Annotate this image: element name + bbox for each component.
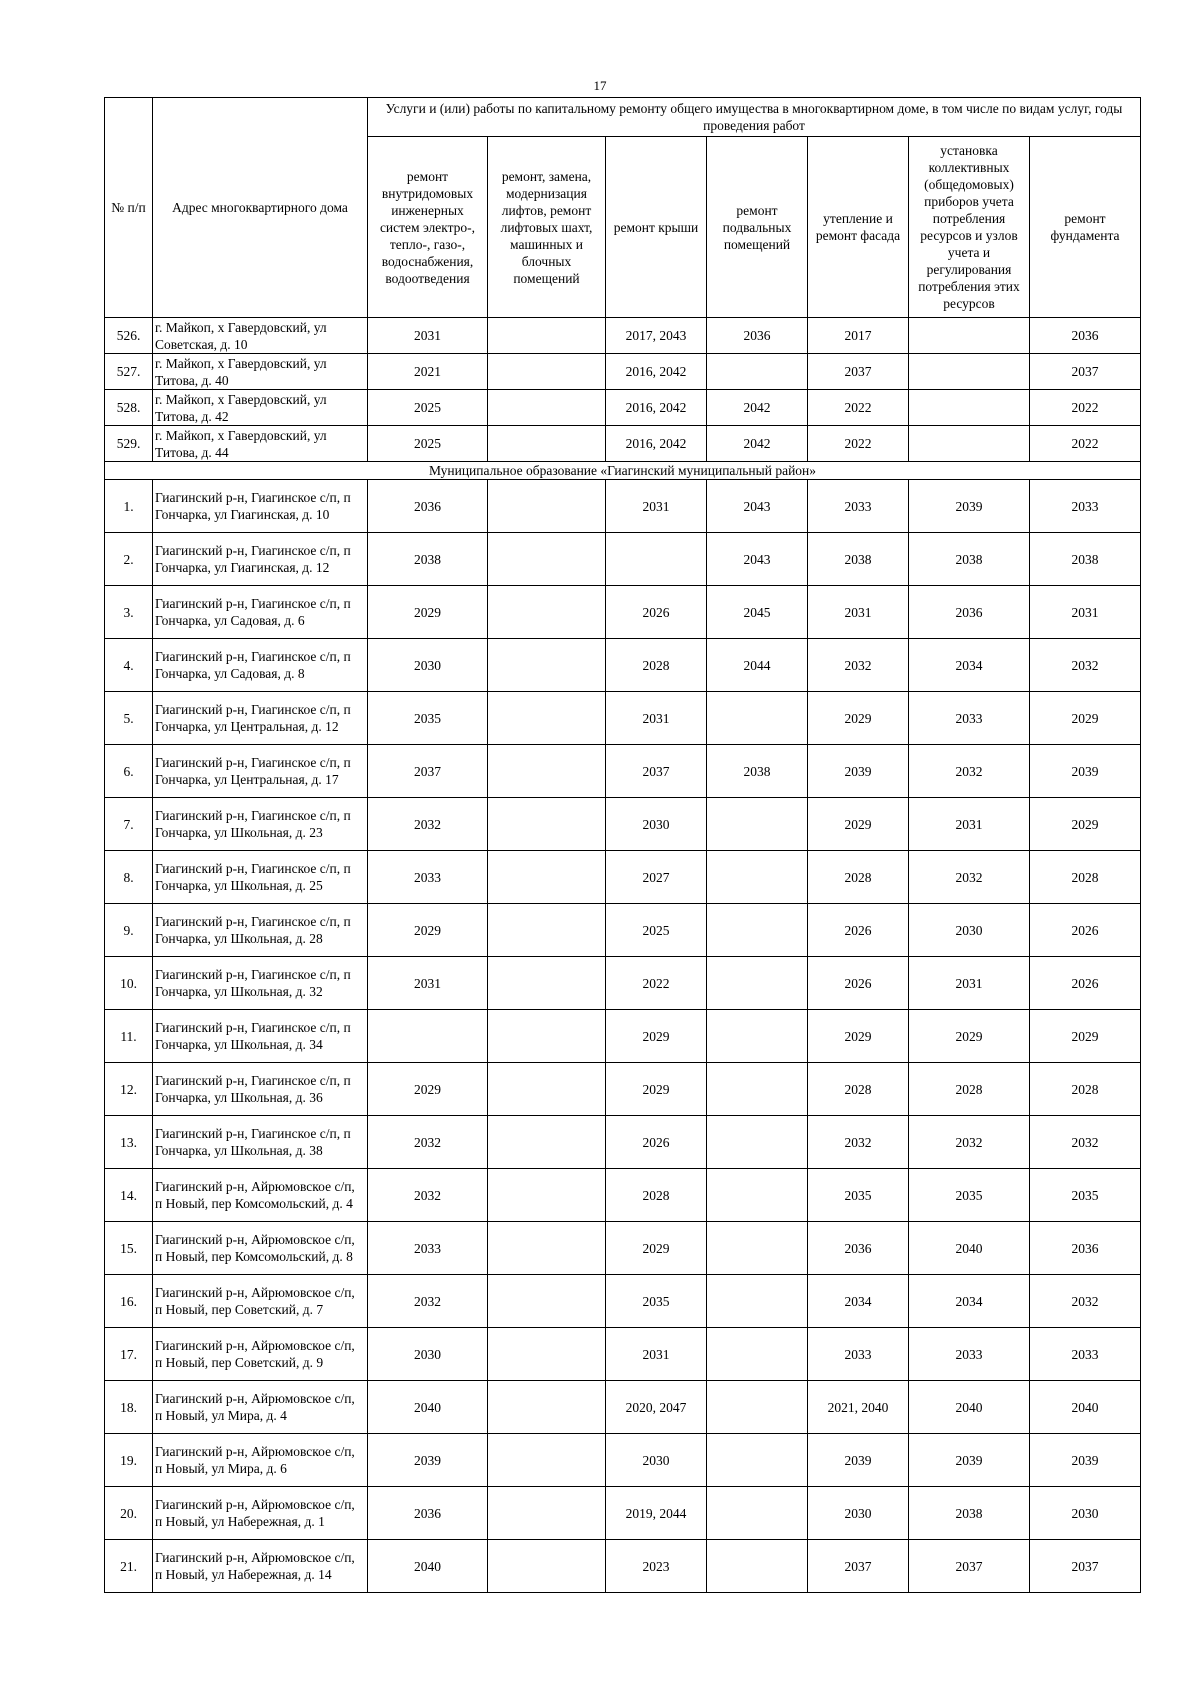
- row-year-cell: [909, 390, 1030, 426]
- row-year-cell: 2033: [808, 1328, 909, 1381]
- row-year-cell: 2037: [368, 745, 488, 798]
- row-year-cell: 2028: [606, 1169, 707, 1222]
- row-year-cell: 2043: [707, 533, 808, 586]
- row-year-cell: [606, 533, 707, 586]
- row-year-cell: [488, 1222, 606, 1275]
- row-year-cell: 2023: [606, 1540, 707, 1593]
- row-number: 17.: [105, 1328, 153, 1381]
- header-foundation: ремонт фундамента: [1030, 137, 1141, 318]
- row-year-cell: 2030: [909, 904, 1030, 957]
- row-year-cell: 2022: [808, 390, 909, 426]
- header-basement: ремонт подвальных помещений: [707, 137, 808, 318]
- table-row: [105, 957, 1141, 1010]
- table-header: [105, 98, 1141, 318]
- row-year-cell: [488, 1116, 606, 1169]
- row-year-cell: [488, 533, 606, 586]
- row-year-cell: 2035: [606, 1275, 707, 1328]
- row-year-cell: 2036: [1030, 318, 1141, 354]
- row-year-cell: 2030: [368, 639, 488, 692]
- row-year-cell: 2035: [909, 1169, 1030, 1222]
- header-address: Адрес многоквартирного дома: [153, 98, 368, 318]
- row-year-cell: [488, 354, 606, 390]
- row-year-cell: 2030: [368, 1328, 488, 1381]
- row-year-cell: [707, 1540, 808, 1593]
- row-year-cell: [488, 1169, 606, 1222]
- row-year-cell: 2030: [808, 1487, 909, 1540]
- row-year-cell: 2036: [707, 318, 808, 354]
- row-year-cell: [488, 1275, 606, 1328]
- row-number: 6.: [105, 745, 153, 798]
- row-year-cell: [488, 1434, 606, 1487]
- row-year-cell: 2038: [368, 533, 488, 586]
- row-year-cell: 2030: [606, 798, 707, 851]
- row-year-cell: 2040: [909, 1222, 1030, 1275]
- row-year-cell: 2031: [368, 957, 488, 1010]
- row-address: Гиагинский р-н, Гиагинское с/п, п Гончарка, ул Школьная, д. 34: [153, 1010, 368, 1063]
- row-year-cell: [488, 426, 606, 462]
- row-year-cell: [488, 1487, 606, 1540]
- row-number: 18.: [105, 1381, 153, 1434]
- row-address: Гиагинский р-н, Айрюмовское с/п, п Новый, ул Мира, д. 6: [153, 1434, 368, 1487]
- row-year-cell: [488, 957, 606, 1010]
- row-year-cell: 2038: [909, 1487, 1030, 1540]
- row-year-cell: 2036: [368, 1487, 488, 1540]
- row-year-cell: 2035: [808, 1169, 909, 1222]
- row-year-cell: 2030: [1030, 1487, 1141, 1540]
- row-year-cell: [909, 354, 1030, 390]
- row-year-cell: 2029: [606, 1063, 707, 1116]
- row-year-cell: 2031: [909, 957, 1030, 1010]
- row-year-cell: [707, 1487, 808, 1540]
- row-year-cell: 2016, 2042: [606, 354, 707, 390]
- row-address: Гиагинский р-н, Гиагинское с/п, п Гончарка, ул Школьная, д. 25: [153, 851, 368, 904]
- row-year-cell: 2033: [808, 480, 909, 533]
- row-number: 20.: [105, 1487, 153, 1540]
- row-year-cell: [488, 692, 606, 745]
- row-number: 21.: [105, 1540, 153, 1593]
- row-year-cell: 2038: [808, 533, 909, 586]
- table-row: [105, 1328, 1141, 1381]
- row-address: г. Майкоп, х Гавердовский, ул Титова, д. 44: [153, 426, 368, 462]
- row-year-cell: 2016, 2042: [606, 426, 707, 462]
- row-address: Гиагинский р-н, Айрюмовское с/п, п Новый, пер Комсомольский, д. 8: [153, 1222, 368, 1275]
- row-year-cell: [909, 318, 1030, 354]
- row-year-cell: 2040: [1030, 1381, 1141, 1434]
- row-year-cell: [707, 692, 808, 745]
- row-year-cell: 2032: [1030, 639, 1141, 692]
- capital-repair-table: [104, 97, 1141, 1593]
- section-title: Муниципальное образование «Гиагинский муниципальный район»: [105, 462, 1141, 480]
- row-year-cell: 2025: [606, 904, 707, 957]
- row-year-cell: 2028: [1030, 851, 1141, 904]
- row-year-cell: 2021: [368, 354, 488, 390]
- table-row: [105, 1381, 1141, 1434]
- row-year-cell: 2039: [368, 1434, 488, 1487]
- row-number: 13.: [105, 1116, 153, 1169]
- row-year-cell: 2022: [808, 426, 909, 462]
- row-year-cell: 2016, 2042: [606, 390, 707, 426]
- row-year-cell: 2037: [1030, 354, 1141, 390]
- row-year-cell: 2029: [606, 1222, 707, 1275]
- header-services-group: Услуги и (или) работы по капитальному ремонту общего имущества в многоквартирном доме, в том числе по видам услуг, годы проведения работ: [368, 98, 1141, 137]
- row-year-cell: 2026: [606, 1116, 707, 1169]
- row-year-cell: 2019, 2044: [606, 1487, 707, 1540]
- row-year-cell: 2034: [909, 1275, 1030, 1328]
- row-year-cell: 2032: [368, 1169, 488, 1222]
- row-year-cell: 2022: [1030, 390, 1141, 426]
- row-year-cell: 2037: [808, 354, 909, 390]
- header-engineering-systems: ремонт внутридомовых инженерных систем электро-, тепло-, газо-, водоснабжения, водоотведения: [368, 137, 488, 318]
- row-year-cell: 2031: [909, 798, 1030, 851]
- section-row: [105, 462, 1141, 480]
- row-year-cell: 2031: [606, 480, 707, 533]
- row-year-cell: [707, 1169, 808, 1222]
- row-year-cell: 2038: [909, 533, 1030, 586]
- row-year-cell: 2029: [808, 798, 909, 851]
- table-row: [105, 390, 1141, 426]
- row-year-cell: [488, 1381, 606, 1434]
- row-year-cell: [707, 1434, 808, 1487]
- row-year-cell: 2038: [707, 745, 808, 798]
- table-row: [105, 1434, 1141, 1487]
- row-year-cell: 2039: [808, 745, 909, 798]
- row-number: 7.: [105, 798, 153, 851]
- row-number: 5.: [105, 692, 153, 745]
- row-year-cell: 2029: [1030, 1010, 1141, 1063]
- row-year-cell: 2029: [1030, 692, 1141, 745]
- row-year-cell: 2033: [909, 1328, 1030, 1381]
- row-address: г. Майкоп, х Гавердовский, ул Советская, д. 10: [153, 318, 368, 354]
- row-year-cell: [909, 426, 1030, 462]
- row-year-cell: 2029: [368, 904, 488, 957]
- row-year-cell: 2032: [1030, 1275, 1141, 1328]
- row-year-cell: 2029: [808, 1010, 909, 1063]
- row-number: 4.: [105, 639, 153, 692]
- table-row: [105, 1063, 1141, 1116]
- row-number: 527.: [105, 354, 153, 390]
- row-year-cell: 2036: [368, 480, 488, 533]
- row-year-cell: [488, 318, 606, 354]
- page-number: 17: [593, 78, 607, 93]
- row-year-cell: 2031: [368, 318, 488, 354]
- row-year-cell: 2031: [1030, 586, 1141, 639]
- header-elevators: ремонт, замена, модернизация лифтов, ремонт лифтовых шахт, машинных и блочных помещений: [488, 137, 606, 318]
- header-facade: утепление и ремонт фасада: [808, 137, 909, 318]
- row-year-cell: 2034: [808, 1275, 909, 1328]
- row-year-cell: 2029: [909, 1010, 1030, 1063]
- row-year-cell: 2033: [1030, 480, 1141, 533]
- row-address: Гиагинский р-н, Гиагинское с/п, п Гончарка, ул Центральная, д. 17: [153, 745, 368, 798]
- row-year-cell: 2032: [1030, 1116, 1141, 1169]
- row-year-cell: [707, 1381, 808, 1434]
- row-year-cell: 2044: [707, 639, 808, 692]
- row-year-cell: [707, 1275, 808, 1328]
- row-year-cell: [707, 798, 808, 851]
- row-year-cell: 2028: [909, 1063, 1030, 1116]
- row-year-cell: 2039: [909, 1434, 1030, 1487]
- row-number: 1.: [105, 480, 153, 533]
- row-year-cell: [488, 1010, 606, 1063]
- table-row: [105, 1540, 1141, 1593]
- table-row: [105, 1275, 1141, 1328]
- row-year-cell: 2039: [909, 480, 1030, 533]
- row-number: 3.: [105, 586, 153, 639]
- row-address: Гиагинский р-н, Гиагинское с/п, п Гончарка, ул Школьная, д. 23: [153, 798, 368, 851]
- row-year-cell: [707, 904, 808, 957]
- row-address: Гиагинский р-н, Гиагинское с/п, п Гончарка, ул Центральная, д. 12: [153, 692, 368, 745]
- row-year-cell: [707, 1010, 808, 1063]
- row-year-cell: 2040: [909, 1381, 1030, 1434]
- row-year-cell: 2028: [1030, 1063, 1141, 1116]
- row-address: Гиагинский р-н, Айрюмовское с/п, п Новый, ул Мира, д. 4: [153, 1381, 368, 1434]
- row-year-cell: 2026: [1030, 957, 1141, 1010]
- row-year-cell: 2025: [368, 426, 488, 462]
- row-year-cell: [368, 1010, 488, 1063]
- row-address: Гиагинский р-н, Гиагинское с/п, п Гончарка, ул Садовая, д. 6: [153, 586, 368, 639]
- row-year-cell: 2017: [808, 318, 909, 354]
- row-year-cell: 2029: [606, 1010, 707, 1063]
- row-year-cell: [707, 1222, 808, 1275]
- row-year-cell: 2030: [606, 1434, 707, 1487]
- row-year-cell: [707, 851, 808, 904]
- table-row: [105, 1116, 1141, 1169]
- row-year-cell: 2039: [808, 1434, 909, 1487]
- row-year-cell: [488, 1540, 606, 1593]
- row-year-cell: 2032: [909, 851, 1030, 904]
- row-address: Гиагинский р-н, Айрюмовское с/п, п Новый, ул Набережная, д. 14: [153, 1540, 368, 1593]
- row-year-cell: 2032: [368, 1116, 488, 1169]
- row-number: 10.: [105, 957, 153, 1010]
- row-number: 528.: [105, 390, 153, 426]
- row-year-cell: 2042: [707, 390, 808, 426]
- row-year-cell: 2022: [606, 957, 707, 1010]
- table-row: [105, 1010, 1141, 1063]
- header-roof: ремонт крыши: [606, 137, 707, 318]
- row-year-cell: 2035: [1030, 1169, 1141, 1222]
- row-year-cell: 2033: [368, 851, 488, 904]
- row-year-cell: 2032: [368, 798, 488, 851]
- row-number: 8.: [105, 851, 153, 904]
- row-number: 19.: [105, 1434, 153, 1487]
- table-row: [105, 533, 1141, 586]
- row-year-cell: 2017, 2043: [606, 318, 707, 354]
- row-year-cell: 2040: [368, 1540, 488, 1593]
- header-num: № п/п: [105, 98, 153, 318]
- row-year-cell: 2042: [707, 426, 808, 462]
- row-year-cell: 2037: [909, 1540, 1030, 1593]
- table-row: [105, 1169, 1141, 1222]
- row-year-cell: 2032: [808, 639, 909, 692]
- row-year-cell: 2032: [909, 1116, 1030, 1169]
- table-row: [105, 639, 1141, 692]
- row-year-cell: 2029: [808, 692, 909, 745]
- table-row: [105, 1487, 1141, 1540]
- table-row: [105, 798, 1141, 851]
- row-year-cell: [488, 745, 606, 798]
- row-year-cell: 2026: [606, 586, 707, 639]
- row-year-cell: [488, 480, 606, 533]
- row-address: Гиагинский р-н, Гиагинское с/п, п Гончарка, ул Гиагинская, д. 12: [153, 533, 368, 586]
- row-number: 9.: [105, 904, 153, 957]
- row-year-cell: [707, 1063, 808, 1116]
- row-address: г. Майкоп, х Гавердовский, ул Титова, д. 40: [153, 354, 368, 390]
- table-row: [105, 318, 1141, 354]
- row-year-cell: 2033: [1030, 1328, 1141, 1381]
- row-number: 529.: [105, 426, 153, 462]
- row-year-cell: 2026: [808, 904, 909, 957]
- row-year-cell: 2032: [808, 1116, 909, 1169]
- row-year-cell: 2037: [606, 745, 707, 798]
- table-row: [105, 354, 1141, 390]
- row-year-cell: [488, 390, 606, 426]
- row-year-cell: [707, 957, 808, 1010]
- table-row: [105, 851, 1141, 904]
- row-address: Гиагинский р-н, Айрюмовское с/п, п Новый, ул Набережная, д. 1: [153, 1487, 368, 1540]
- row-year-cell: 2036: [909, 586, 1030, 639]
- row-year-cell: [488, 904, 606, 957]
- row-address: Гиагинский р-н, Гиагинское с/п, п Гончарка, ул Гиагинская, д. 10: [153, 480, 368, 533]
- row-year-cell: 2045: [707, 586, 808, 639]
- row-year-cell: [707, 354, 808, 390]
- row-address: Гиагинский р-н, Айрюмовское с/п, п Новый, пер Советский, д. 9: [153, 1328, 368, 1381]
- row-year-cell: 2029: [368, 1063, 488, 1116]
- table-row: [105, 480, 1141, 533]
- row-year-cell: [707, 1328, 808, 1381]
- row-year-cell: 2027: [606, 851, 707, 904]
- header-meters: установка коллективных (общедомовых) приборов учета потребления ресурсов и узлов учета и регулирования потребления этих ресурсов: [909, 137, 1030, 318]
- row-year-cell: 2043: [707, 480, 808, 533]
- row-year-cell: 2028: [606, 639, 707, 692]
- row-year-cell: 2029: [368, 586, 488, 639]
- row-number: 2.: [105, 533, 153, 586]
- row-year-cell: 2039: [1030, 745, 1141, 798]
- row-year-cell: 2028: [808, 1063, 909, 1116]
- row-address: Гиагинский р-н, Гиагинское с/п, п Гончарка, ул Садовая, д. 8: [153, 639, 368, 692]
- row-year-cell: 2038: [1030, 533, 1141, 586]
- row-year-cell: [488, 798, 606, 851]
- row-address: Гиагинский р-н, Гиагинское с/п, п Гончарка, ул Школьная, д. 28: [153, 904, 368, 957]
- row-year-cell: 2028: [808, 851, 909, 904]
- row-year-cell: 2031: [808, 586, 909, 639]
- row-year-cell: 2036: [1030, 1222, 1141, 1275]
- row-year-cell: 2022: [1030, 426, 1141, 462]
- row-year-cell: 2037: [808, 1540, 909, 1593]
- row-number: 16.: [105, 1275, 153, 1328]
- row-year-cell: 2034: [909, 639, 1030, 692]
- row-address: Гиагинский р-н, Гиагинское с/п, п Гончарка, ул Школьная, д. 32: [153, 957, 368, 1010]
- row-number: 526.: [105, 318, 153, 354]
- table-row: [105, 692, 1141, 745]
- row-year-cell: [488, 1328, 606, 1381]
- row-year-cell: 2039: [1030, 1434, 1141, 1487]
- row-year-cell: 2037: [1030, 1540, 1141, 1593]
- table-row: [105, 426, 1141, 462]
- row-year-cell: [707, 1116, 808, 1169]
- table-row: [105, 904, 1141, 957]
- row-year-cell: [488, 639, 606, 692]
- row-number: 15.: [105, 1222, 153, 1275]
- row-year-cell: 2031: [606, 692, 707, 745]
- row-year-cell: 2021, 2040: [808, 1381, 909, 1434]
- table-body: [105, 318, 1141, 1593]
- row-year-cell: 2025: [368, 390, 488, 426]
- row-year-cell: [488, 586, 606, 639]
- row-year-cell: 2032: [909, 745, 1030, 798]
- row-address: Гиагинский р-н, Айрюмовское с/п, п Новый, пер Советский, д. 7: [153, 1275, 368, 1328]
- row-year-cell: 2035: [368, 692, 488, 745]
- row-number: 11.: [105, 1010, 153, 1063]
- row-year-cell: 2036: [808, 1222, 909, 1275]
- row-year-cell: 2040: [368, 1381, 488, 1434]
- row-year-cell: 2033: [368, 1222, 488, 1275]
- row-year-cell: 2026: [1030, 904, 1141, 957]
- row-address: г. Майкоп, х Гавердовский, ул Титова, д. 42: [153, 390, 368, 426]
- row-number: 14.: [105, 1169, 153, 1222]
- row-year-cell: 2032: [368, 1275, 488, 1328]
- row-address: Гиагинский р-н, Гиагинское с/п, п Гончарка, ул Школьная, д. 36: [153, 1063, 368, 1116]
- row-year-cell: 2020, 2047: [606, 1381, 707, 1434]
- row-number: 12.: [105, 1063, 153, 1116]
- table-row: [105, 1222, 1141, 1275]
- row-year-cell: [488, 851, 606, 904]
- row-year-cell: [488, 1063, 606, 1116]
- table-row: [105, 745, 1141, 798]
- row-year-cell: 2033: [909, 692, 1030, 745]
- row-address: Гиагинский р-н, Гиагинское с/п, п Гончарка, ул Школьная, д. 38: [153, 1116, 368, 1169]
- table-row: [105, 586, 1141, 639]
- row-year-cell: 2026: [808, 957, 909, 1010]
- row-year-cell: 2029: [1030, 798, 1141, 851]
- row-address: Гиагинский р-н, Айрюмовское с/п, п Новый, пер Комсомольский, д. 4: [153, 1169, 368, 1222]
- row-year-cell: 2031: [606, 1328, 707, 1381]
